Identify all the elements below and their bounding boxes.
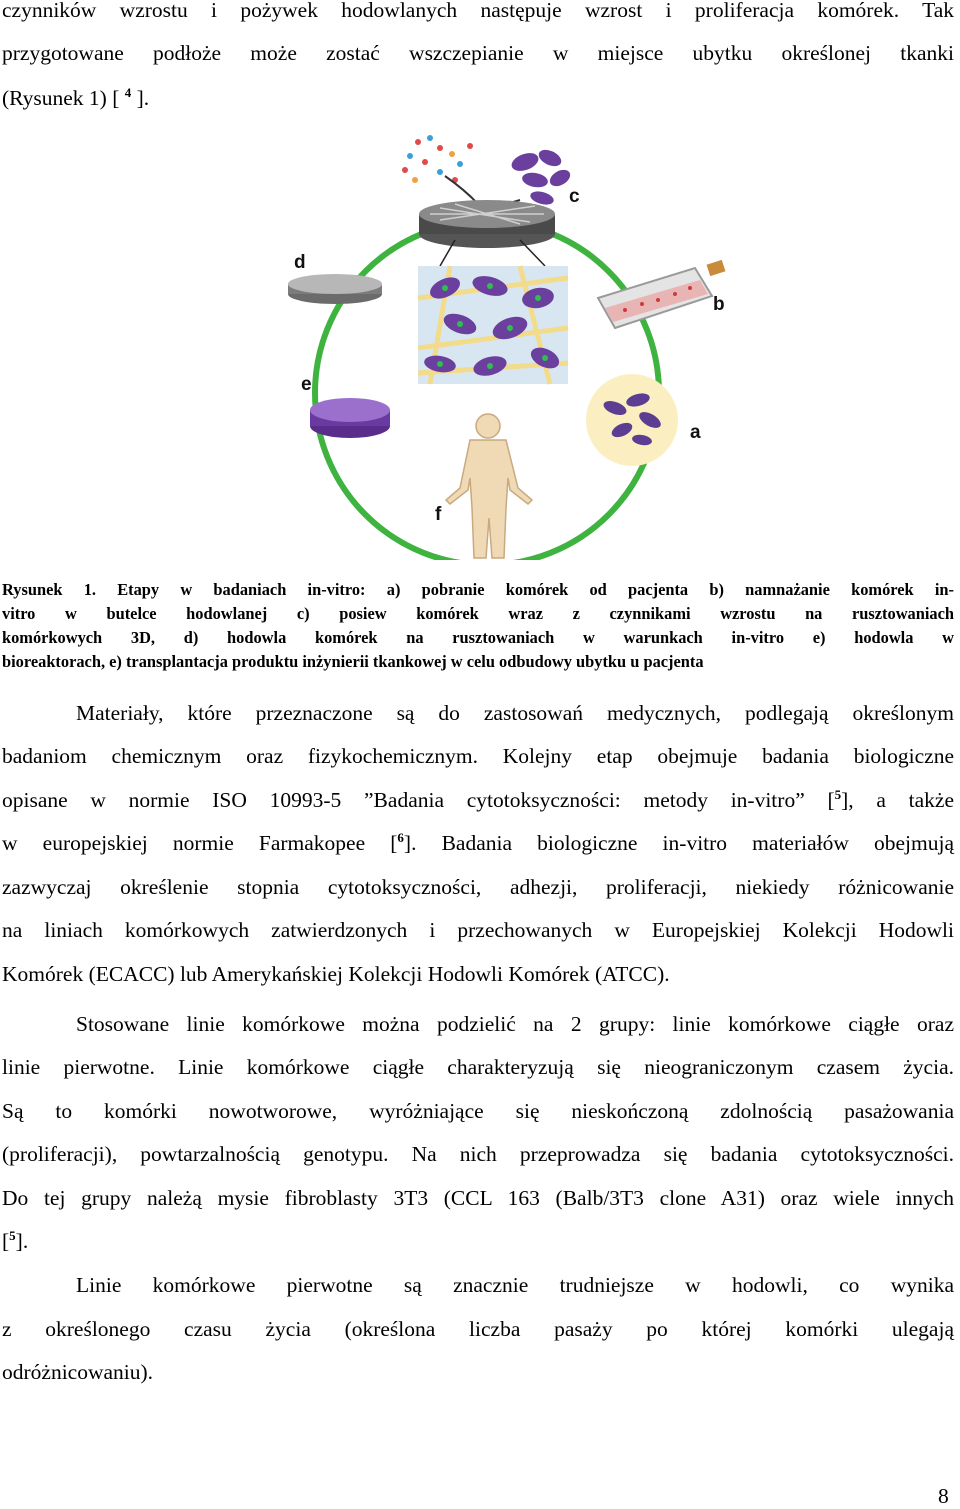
body-text-line: Komórek (ECACC) lub Amerykańskiej Kolekcji Hodowli Komórek (ATCC). bbox=[2, 962, 670, 986]
body-text-line bbox=[2, 829, 954, 857]
text-span: [ bbox=[2, 1229, 10, 1253]
figure-label-d: d bbox=[294, 252, 306, 273]
body-text-line: linie pierwotne. Linie komórkowe ciągłe charakteryzują się nieograniczonym czasem życia. bbox=[2, 1055, 954, 1079]
arrow-icon bbox=[445, 176, 478, 204]
body-text-line bbox=[2, 1227, 954, 1255]
body-text-line: na liniach komórkowych zatwierdzonych i przechowanych w Europejskiej Kolekcji Hodowli bbox=[2, 918, 954, 942]
text-span: w europejskiej normie Farmakopee [ bbox=[2, 831, 398, 855]
human-figure-icon bbox=[446, 414, 532, 558]
figure-caption-line: komórkowych 3D, d) hodowla komórek na rusztowaniach w warunkach in-vitro e) hodowla w bbox=[2, 628, 954, 647]
growth-factors-icon bbox=[402, 135, 473, 183]
body-text-line bbox=[2, 786, 954, 814]
reference-number: 6 bbox=[397, 830, 404, 845]
body-text-line bbox=[2, 84, 954, 112]
cells-on-scaffold-icon bbox=[418, 266, 568, 384]
reference-number: 5 bbox=[834, 787, 842, 802]
body-text-line: przygotowane podłoże może zostać wszczepianie w miejsce ubytku określonej tkanki bbox=[2, 41, 954, 65]
figure-caption-line: bioreaktorach, e) transplantacja produktu inżynierii tkankowej w celu odbudowy ubytku u pacjenta bbox=[2, 652, 704, 671]
body-text-line: Linie komórkowe pierwotne są znacznie trudniejsze w hodowli, co wynika bbox=[76, 1273, 954, 1297]
body-text-line: z określonego czasu życia (określona liczba pasaży po której komórki ulegają bbox=[2, 1317, 954, 1341]
text-span: ]. bbox=[15, 1229, 29, 1253]
reference-number: 5 bbox=[9, 1228, 16, 1243]
text-span: ], a także bbox=[841, 788, 954, 812]
body-text-line: czynników wzrostu i pożywek hodowlanych następuje wzrost i proliferacja komórek. Tak bbox=[2, 0, 954, 22]
body-text-line: Materiały, które przeznaczone są do zastosowań medycznych, podlegają określonym bbox=[76, 701, 954, 725]
text-span: ]. Badania biologiczne in-vitro materiałów obejmują bbox=[403, 831, 955, 855]
petri-dish-icon bbox=[288, 274, 382, 304]
body-text-line: Stosowane linie komórkowe można podzielić na 2 grupy: linie komórkowe ciągłe oraz bbox=[76, 1012, 954, 1036]
body-text-line: odróżnicowaniu). bbox=[2, 1360, 154, 1384]
figure-label-f: f bbox=[435, 504, 442, 525]
patient-cells-icon bbox=[586, 374, 678, 466]
scaffold-disk-icon bbox=[419, 200, 555, 248]
figure-label-a: a bbox=[690, 422, 701, 443]
figure-caption-line: vitro w butelce hodowlanej c) posiew komórek wraz z czynnikami wzrostu na rusztowaniach bbox=[2, 604, 954, 623]
figure-label-c: c bbox=[569, 186, 580, 207]
page-number: 8 bbox=[938, 1484, 949, 1508]
figure-tissue-engineering-cycle bbox=[280, 128, 740, 560]
figure-caption-line: Rysunek 1. Etapy w badaniach in-vitro: a) pobranie komórek od pacjenta b) namnażanie komórek in- bbox=[2, 580, 954, 599]
body-text-line: Są to komórki nowotworowe, wyróżniające się nieskończoną zdolnością pasażowania bbox=[2, 1099, 954, 1123]
culture-flask-icon bbox=[598, 260, 725, 328]
body-text-line: Do tej grupy należą mysie fibroblasty 3T3 (CCL 163 (Balb/3T3 clone A31) oraz wiele innych bbox=[2, 1186, 954, 1210]
figure-label-b: b bbox=[713, 294, 725, 315]
text-span: (Rysunek 1) [ bbox=[2, 86, 125, 110]
body-text-line: (proliferacji), powtarzalnością genotypu. Na nich przeprowadza się badania cytotoksyczności. bbox=[2, 1142, 954, 1166]
text-span: ]. bbox=[131, 86, 150, 110]
reference-number: 4 bbox=[124, 85, 132, 100]
figure-label-e: e bbox=[301, 374, 312, 395]
body-text-line: badaniom chemicznym oraz fizykochemicznym. Kolejny etap obejmuje badania biologiczne bbox=[2, 744, 954, 768]
body-text-line: zazwyczaj określenie stopnia cytotoksyczności, adhezji, proliferacji, niekiedy różnicowanie bbox=[2, 875, 954, 899]
text-span: opisane w normie ISO 10993-5 ”Badania cytotoksyczności: metody in-vitro” [ bbox=[2, 788, 835, 812]
bioreactor-icon bbox=[310, 398, 390, 438]
cells-cluster-icon bbox=[509, 147, 573, 207]
